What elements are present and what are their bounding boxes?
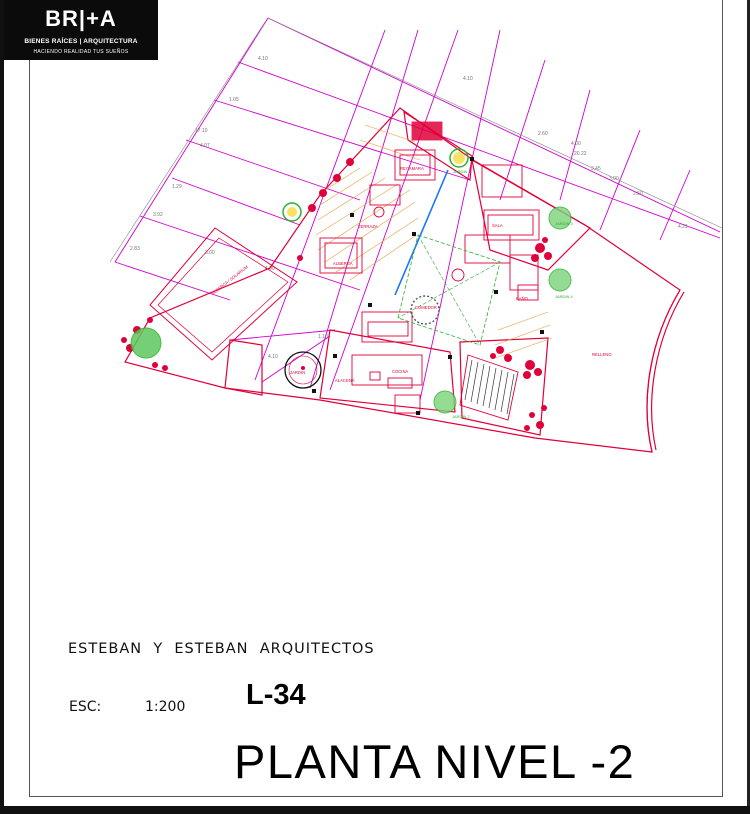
scale-value: 1:200 [145, 699, 186, 715]
planter-label: JARDIN 4 [555, 294, 573, 299]
pool-label: ALBERCA / SOLARIUM [210, 264, 249, 296]
scale-label: ESC: [69, 699, 102, 715]
pool [150, 228, 297, 360]
studio-name: ESTEBAN Y ESTEBAN ARQUITECTOS [68, 641, 375, 657]
alberca-label: ALBERCA [333, 261, 353, 266]
dimension-label: 3.45 [591, 166, 601, 172]
bottom-edge [0, 806, 750, 814]
logo-wordmark: BR|+A [45, 6, 117, 31]
plan-title: PLANTA NIVEL -2 [234, 735, 636, 788]
dimension-label: 1.29 [172, 184, 182, 190]
sala-label: SALA [492, 223, 503, 228]
dimension-label: 3.00 [205, 250, 215, 256]
dimension-label: 4.21 [678, 224, 688, 230]
trees [131, 149, 571, 413]
jardin-label: JARDIN [290, 370, 306, 375]
recamara-label: RECAMARA [400, 166, 424, 171]
dimension-label: 3.00 [609, 176, 619, 182]
left-edge [0, 0, 4, 814]
logo-subtitle: BIENES RAÍCES | ARQUITECTURA [24, 38, 138, 45]
dimension-label: 2.60 [538, 131, 548, 137]
dimension-label: 4.10 [268, 354, 278, 360]
alacena-label: ALACENA [335, 378, 355, 383]
cocina-label: COCINA [392, 369, 409, 374]
dimension-label: 1.05 [229, 97, 239, 103]
brand-logo [4, 0, 158, 60]
dimension-label: 4.00 [265, 266, 275, 272]
lot-number: L-34 [246, 679, 306, 711]
relleno-label: RELLENO [592, 352, 612, 357]
dimension-label: 1.10 [318, 334, 328, 340]
bano-label: BAÑO [516, 296, 528, 301]
dimension-label: 4.10 [258, 56, 268, 62]
dimension-label: 4.10 [463, 76, 473, 82]
glass-wall [395, 170, 448, 295]
comedor-label: COMEDOR [415, 305, 437, 310]
planter-label: JARDIN 2 [452, 414, 470, 419]
furniture [320, 122, 539, 420]
dimension-label: 4.07 [200, 143, 210, 149]
dimension-label: 3.92 [153, 212, 163, 218]
planter-label: JARDIN 3 [555, 221, 573, 226]
dimension-label: 2.83 [130, 246, 140, 252]
dimension-label: 20.22 [574, 151, 587, 157]
dimension-label: 4.00 [571, 141, 581, 147]
logo-tagline: HACIENDO REALIDAD TUS SUEÑOS [33, 49, 129, 55]
dimension-label: 17.10 [195, 128, 208, 134]
dimension-lines [115, 18, 720, 400]
red-shrubs [121, 158, 552, 431]
dimension-label: 2.50 [633, 191, 643, 197]
terraza-label: TERRAZA [358, 224, 378, 229]
planter-label: JARDIN 1 [453, 169, 471, 174]
